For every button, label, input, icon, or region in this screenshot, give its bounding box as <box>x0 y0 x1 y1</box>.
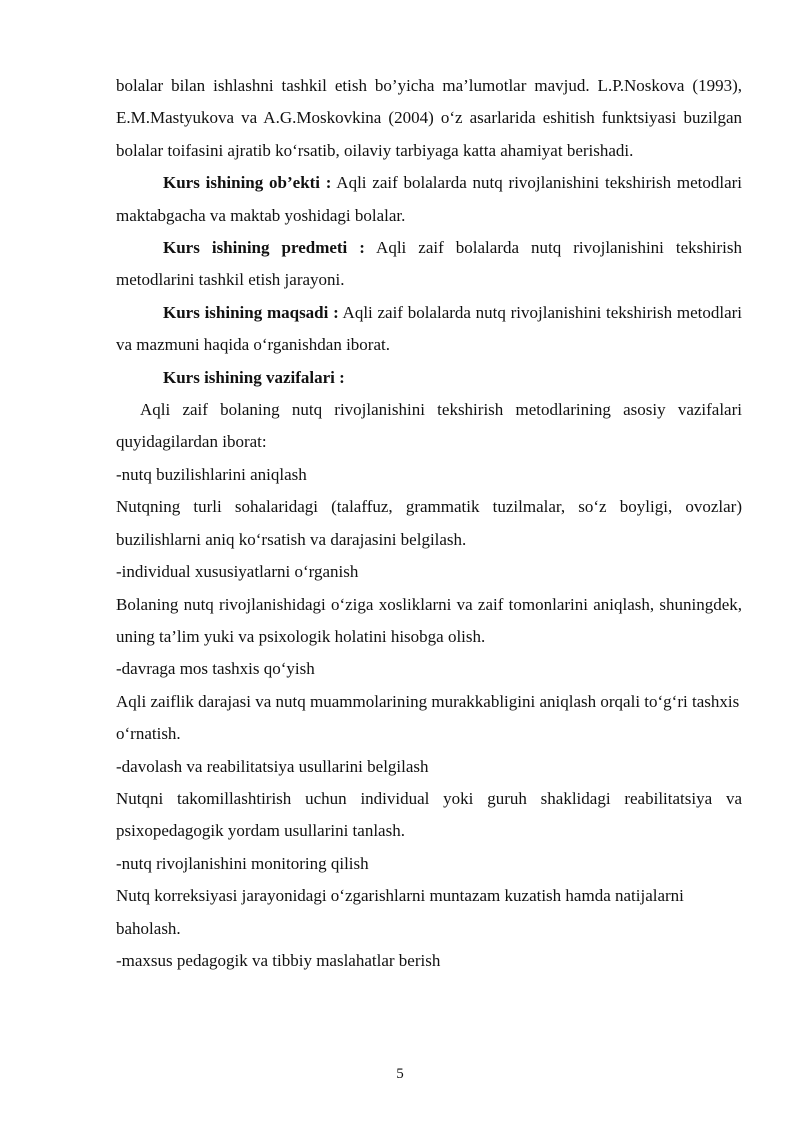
task-item-heading: -nutq rivojlanishini monitoring qilish <box>116 853 369 873</box>
object-paragraph <box>116 167 742 232</box>
subject-paragraph <box>116 232 742 297</box>
task-item-heading: -maxsus pedagogik va tibbiy maslahatlar berish <box>116 950 441 970</box>
task-item-heading: -nutq buzilishlarini aniqlash <box>116 464 307 484</box>
page-number: 5 <box>396 1066 404 1082</box>
task-item-heading: -individual xususiyatlarni o‘rganish <box>116 562 359 582</box>
body-text <box>116 70 742 977</box>
task-item-description: Aqli zaiflik darajasi va nutq muammolarining murakkabligini aniqlash orqali to‘g‘ri tashxis o‘rnatish. <box>116 691 740 744</box>
object-label: Kurs ishining ob’ekti : <box>163 173 332 193</box>
subject-text: Aqli zaif bolalarda nutq rivojlanishini tekshirish metodlarini tashkil etish jarayoni. <box>116 238 743 290</box>
task-item-description: Nutqning turli sohalaridagi (talaffuz, grammatik tuzilmalar, so‘z boyligi, ovozlar) buzilishlarni aniq ko‘rsatish va darajasini belgilash. <box>116 497 742 549</box>
tasks-heading <box>116 362 742 394</box>
task-item-description: Nutqni takomillashtirish uchun individual yoki guruh shaklidagi reabilitatsiya va psixopedagogik yordam usullarini tanlash. <box>116 788 742 841</box>
goal-text: Aqli zaif bolalarda nutq rivojlanishini tekshirish metodlari va mazmuni haqida o‘rganishdan iborat. <box>116 302 742 355</box>
goal-paragraph <box>116 297 742 362</box>
goal-label: Kurs ishining maqsadi : <box>163 302 339 322</box>
task-item-heading: -davolash va reabilitatsiya usullarini belgilash <box>116 756 429 776</box>
object-text: Aqli zaif bolalarda nutq rivojlanishini tekshirish metodlari maktabgacha va maktab yoshidagi bolalar. <box>116 173 743 225</box>
intro-paragraph: bolalar bilan ishlashni tashkil etish bo’yicha ma’lumotlar mavjud. L.P.Noskova (1993), E.M.Mastyukova va A.G.Moskovkina (2004) o‘z asarlarida eshitish funktsiyasi buzilgan bolalar toifasini ajratib ko‘rsatib, oilaviy tarbiyaga katta ahamiyat berishadi. <box>116 76 742 160</box>
tasks-label: Kurs ishining vazifalari : <box>163 367 345 387</box>
tasks-intro-paragraph: Aqli zaif bolaning nutq rivojlanishini tekshirish metodlarining asosiy vazifalari quyidagilardan iborat: <box>116 400 742 452</box>
task-item-description: Nutq korreksiyasi jarayonidagi o‘zgarishlarni muntazam kuzatish hamda natijalarni baholash. <box>116 886 684 938</box>
subject-label: Kurs ishining predmeti : <box>163 238 365 258</box>
task-item-heading: -davraga mos tashxis qo‘yish <box>116 659 315 679</box>
task-item-description: Bolaning nutq rivojlanishidagi o‘ziga xosliklarni va zaif tomonlarini aniqlash, shuningdek, uning ta’lim yuki va psixologik holatini hisobga olish. <box>116 594 742 646</box>
